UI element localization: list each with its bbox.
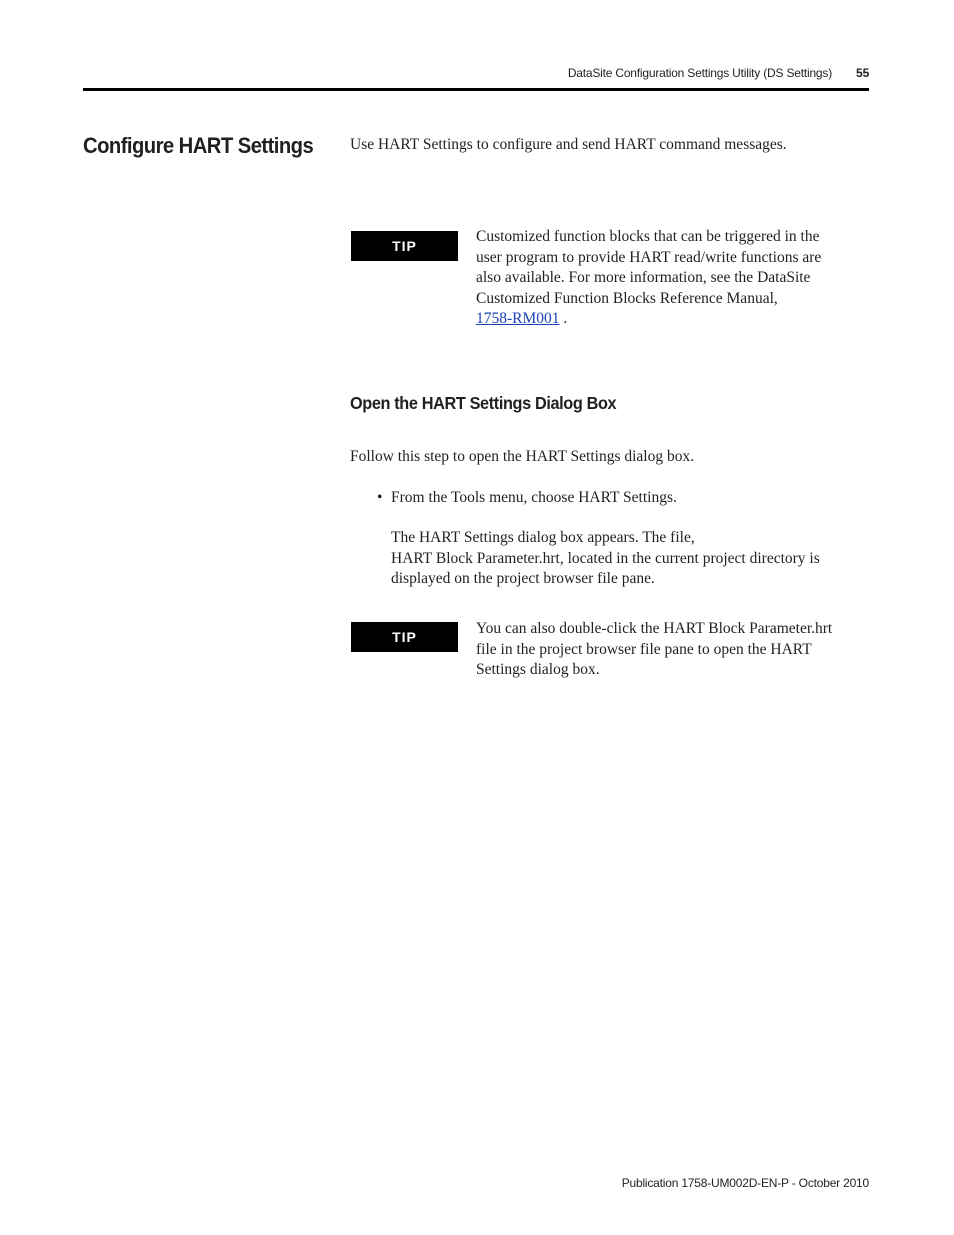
- tip-link-suffix: .: [559, 310, 568, 327]
- step-text: From the Tools menu, choose HART Settings.: [391, 489, 677, 506]
- result-line: The HART Settings dialog box appears. The file,: [391, 529, 695, 546]
- tip-badge: TIP: [351, 622, 458, 652]
- tip-line: also available. For more information, see the DataSite: [476, 269, 811, 286]
- tip-line: user program to provide HART read/write functions are: [476, 248, 822, 266]
- page-number: 55: [856, 66, 870, 80]
- tip-line: file in the project browser file pane to open the HART: [476, 640, 812, 658]
- tip-line: Customized Function Blocks Reference Manual,: [476, 289, 778, 307]
- result-paragraph: [391, 528, 861, 590]
- publication-footer: Publication 1758-UM002D-EN-P - October 2010: [621, 1176, 869, 1190]
- step-bullet: [377, 488, 677, 509]
- tip-line: Settings dialog box.: [476, 661, 600, 678]
- tip-text: [476, 227, 866, 330]
- instruction-paragraph: Follow this step to open the HART Settings dialog box.: [350, 448, 695, 465]
- tip-badge: TIP: [351, 231, 458, 261]
- result-line: HART Block Parameter.hrt, located in the current project directory is: [391, 549, 820, 567]
- intro-paragraph: Use HART Settings to configure and send HART command messages.: [350, 136, 787, 153]
- tip-line: You can also double-click the HART Block Parameter.hrt: [476, 620, 833, 637]
- running-header: DataSite Configuration Settings Utility (DS Settings): [567, 66, 832, 80]
- tip-link-line: [476, 309, 866, 330]
- tip-text: [476, 619, 866, 681]
- tip-line: Customized function blocks that can be triggered in the: [476, 228, 820, 245]
- header-rule: [83, 88, 869, 91]
- bullet-dot-icon: •: [377, 489, 383, 506]
- section-title: Configure HART Settings: [83, 133, 314, 158]
- result-line: displayed on the project browser file pane.: [391, 570, 655, 587]
- subsection-title: Open the HART Settings Dialog Box: [350, 393, 617, 413]
- reference-manual-link[interactable]: 1758-RM001: [476, 310, 560, 327]
